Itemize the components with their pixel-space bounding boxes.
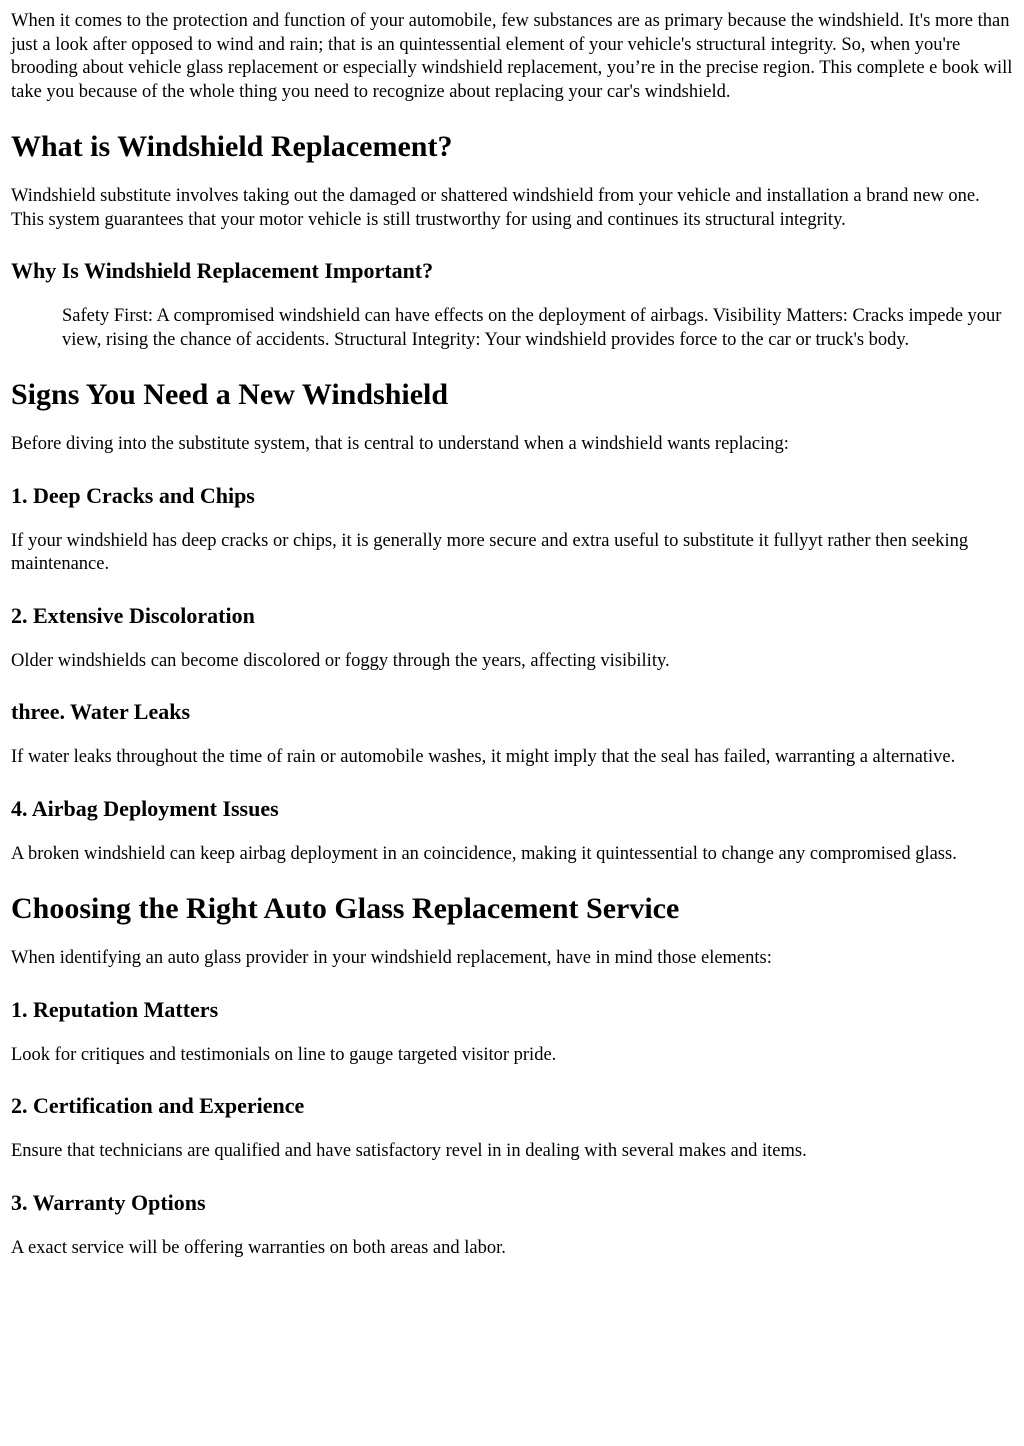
choosing-item-title: 2. Certification and Experience <box>11 1093 305 1118</box>
signs-item-body: If water leaks throughout the time of rain or automobile washes, it might imply that the seal has failed, warranting a alternative. <box>11 747 956 767</box>
choosing-intro: When identifying an auto glass provider in your windshield replacement, have in mind those elements: <box>11 948 772 968</box>
heading-signs: Signs You Need a New Windshield <box>11 378 449 411</box>
choosing-item-body: Ensure that technicians are qualified and have satisfactory revel in in dealing with several makes and items. <box>11 1141 807 1161</box>
choosing-item-title: 3. Warranty Options <box>11 1189 206 1215</box>
signs-item-title: 4. Airbag Deployment Issues <box>11 795 279 821</box>
intro-paragraph: When it comes to the protection and function of your automobile, few substances are as primary because the windshield. It's more than just a look after opposed to wind and rain; that is an quintessential element of your vehicle's structural integrity. So, when you're brooding about vehicle glass replacement or especially windshield replacement, you’re in the precise region. This complete e book will take you because of the whole thing you need to recognize about replacing your car's windshield. <box>11 11 1013 102</box>
choosing-item-body: A exact service will be offering warranties on both areas and labor. <box>11 1237 506 1258</box>
signs-item-title: 1. Deep Cracks and Chips <box>11 482 255 508</box>
choosing-item-title: 1. Reputation Matters <box>11 996 219 1022</box>
heading-what: What is Windshield Replacement? <box>11 130 453 163</box>
signs-item-body: If your windshield has deep cracks or chips, it is generally more secure and extra useful to substitute it fullyyt rather then seeking maintenance. <box>11 530 969 574</box>
heading-why: Why Is Windshield Replacement Important? <box>11 258 434 283</box>
what-paragraph: Windshield substitute involves taking out the damaged or shattered windshield from your vehicle and installation a brand new one. This system guarantees that your motor vehicle is still trustworthy for using and continues its structural integrity. <box>11 186 980 230</box>
heading-choosing: Choosing the Right Auto Glass Replacement Service <box>11 892 680 925</box>
signs-item-body: Older windshields can become discolored or foggy through the years, affecting visibility. <box>11 650 670 671</box>
signs-item-body: A broken windshield can keep airbag deployment in an coincidence, making it quintessential to change any compromised glass. <box>11 843 957 864</box>
signs-item-title: three. Water Leaks <box>11 699 191 724</box>
choosing-item-body: Look for critiques and testimonials on line to gauge targeted visitor pride. <box>11 1044 557 1065</box>
signs-intro: Before diving into the substitute system, that is central to understand when a windshield wants replacing: <box>11 434 789 454</box>
signs-item-title: 2. Extensive Discoloration <box>11 602 255 628</box>
why-quote: Safety First: A compromised windshield can have effects on the deployment of airbags. Visibility Matters: Cracks impede your view, rising the chance of accidents. Structural Integrity: Your windshield provides force to the car or truck's body. <box>62 306 1002 350</box>
